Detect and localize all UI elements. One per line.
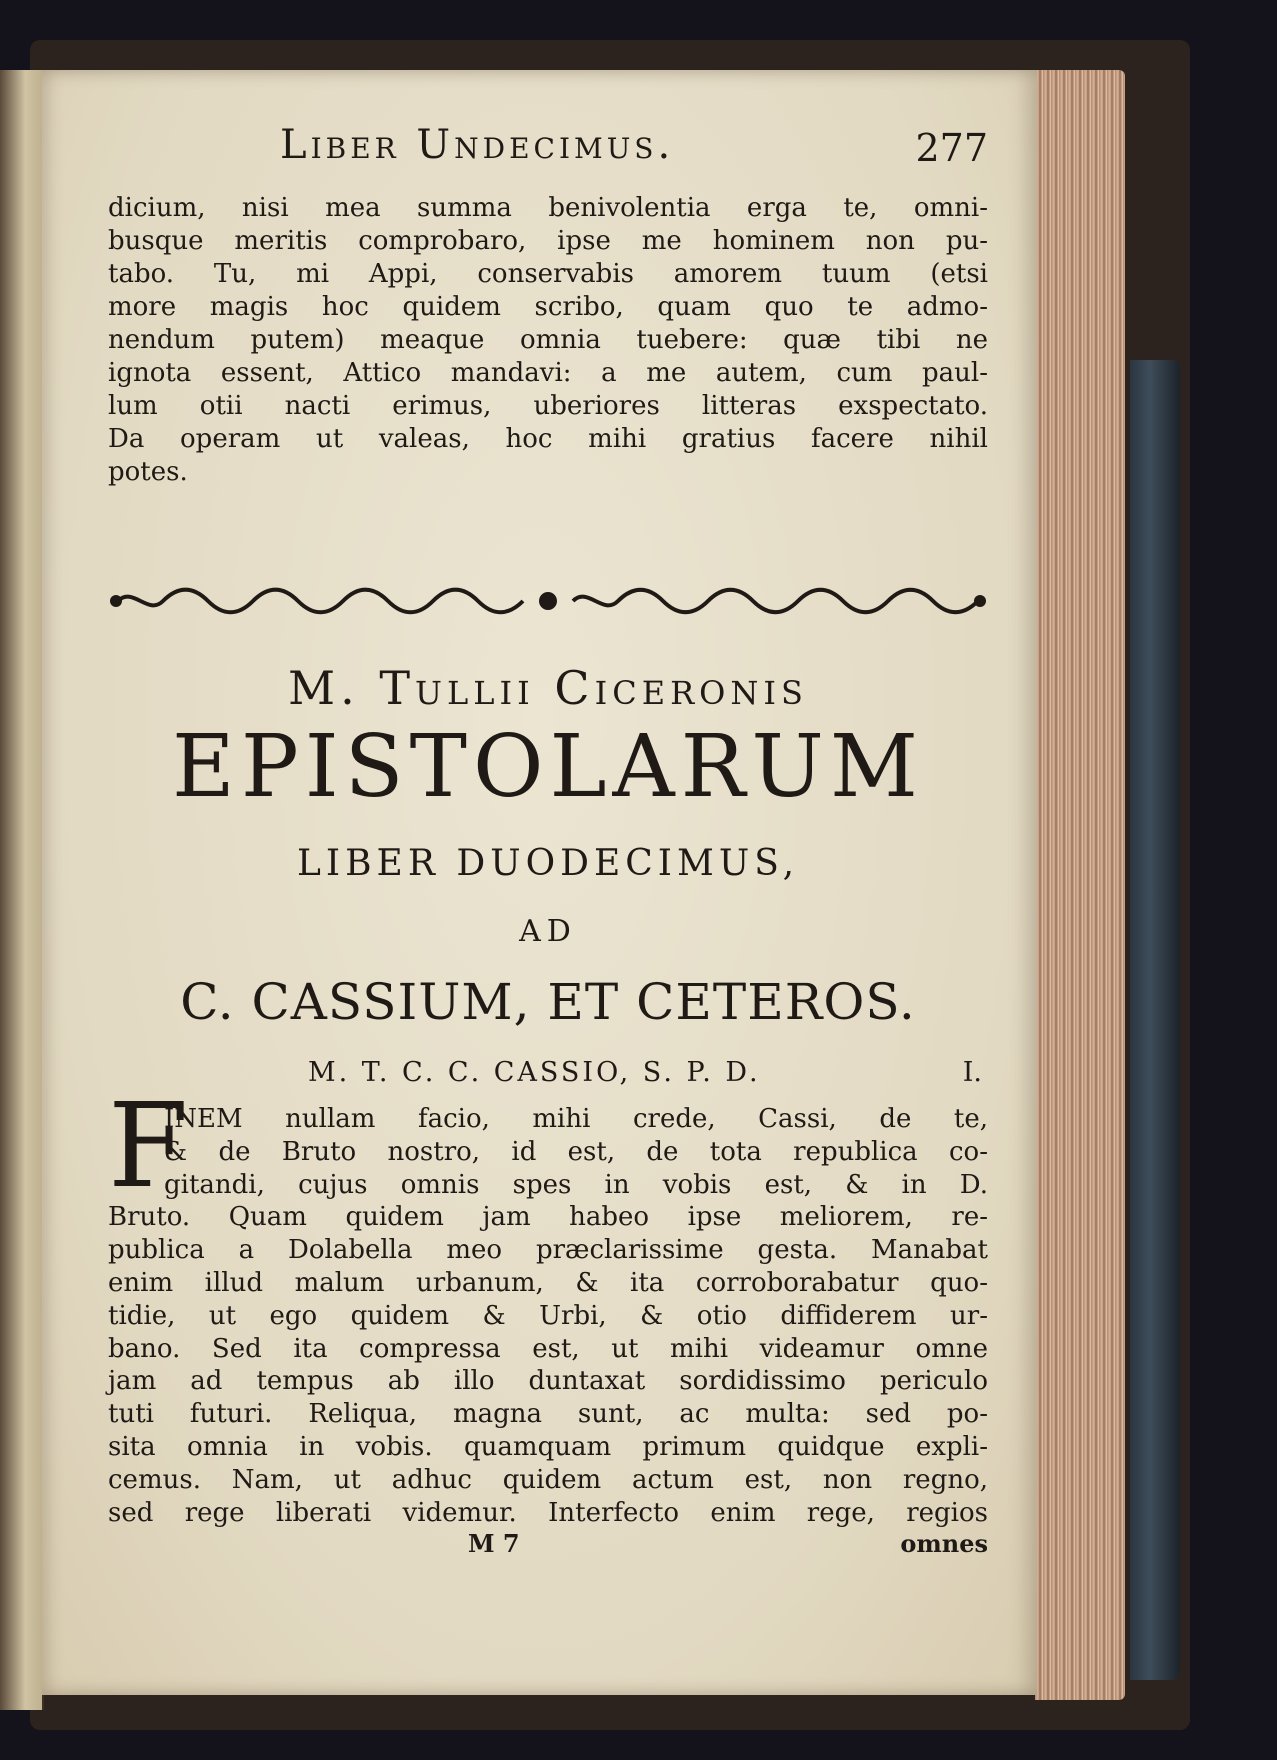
text-line: Bruto. Quam quidem jam habeo ipse meliorem, re- bbox=[108, 1202, 988, 1233]
salutation-text: M. T. C. C. CASSIO, S. P. D. bbox=[308, 1057, 761, 1088]
page-content bbox=[108, 122, 988, 1563]
text-line: sita omnia in vobis. quamquam primum quidque expli- bbox=[108, 1431, 988, 1462]
text-line: jam ad tempus ab illo duntaxat sordidissimo periculo bbox=[108, 1366, 988, 1397]
text-line: lum otii nacti erimus, uberiores litteras exspectato. bbox=[108, 391, 988, 421]
text-line: potes. bbox=[108, 457, 188, 487]
text-line: tabo. Tu, mi Appi, conservabis amorem tuum (etsi bbox=[108, 259, 988, 289]
signature-mark: M 7 bbox=[468, 1529, 520, 1559]
text-line: bano. Sed ita compressa est, ut mihi videamur omne bbox=[108, 1333, 988, 1364]
text-line: cemus. Nam, ut adhuc quidem actum est, non regno, bbox=[108, 1464, 988, 1495]
text-line: Da operam ut valeas, hoc mihi gratius facere nihil bbox=[108, 424, 988, 454]
book-heading: LIBER DUODECIMUS, bbox=[296, 843, 800, 884]
text-line: ignota essent, Attico mandavi: a me autem, cum paul- bbox=[108, 358, 988, 388]
catchword: omnes bbox=[900, 1529, 988, 1559]
text-line: publica a Dolabella meo præclarissime gesta. Manabat bbox=[108, 1235, 988, 1266]
text-line: gitandi, cujus omnis spes in vobis est, & in D. bbox=[164, 1169, 988, 1200]
work-title: EPISTOLARUM bbox=[172, 717, 924, 817]
text-line: dicium, nisi mea summa benivolentia erga te, omni- bbox=[108, 193, 988, 223]
drop-cap: F bbox=[108, 1079, 189, 1214]
closing-paragraph bbox=[108, 192, 988, 489]
text-line: more magis hoc quidem scribo, quam quo te admo- bbox=[108, 292, 988, 322]
book-page bbox=[42, 70, 1037, 1695]
letter-body bbox=[108, 1079, 988, 1529]
text-line: nendum putem) meaque omnia tuebere: quæ tibi ne bbox=[108, 325, 988, 355]
text-line: sed rege liberati videmur. Interfecto enim rege, regios bbox=[108, 1497, 988, 1528]
ad-heading: AD bbox=[519, 914, 577, 949]
running-title: Liber Undecimus. bbox=[280, 122, 675, 168]
recipients-heading: C. CASSIUM, ET CETEROS. bbox=[180, 973, 916, 1031]
page-edges bbox=[1035, 70, 1125, 1700]
text-line: & de Bruto nostro, id est, de tota republica co- bbox=[164, 1136, 988, 1167]
text-line: enim illud malum urbanum, & ita corroborabatur quo- bbox=[108, 1267, 988, 1298]
facing-page-edge bbox=[0, 70, 44, 1710]
text-line: busque meritis comprobaro, ipse me hominem non pu- bbox=[108, 226, 988, 256]
text-line: tuti futuri. Reliqua, magna sunt, ac multa: sed po- bbox=[108, 1399, 988, 1430]
page-number: 277 bbox=[915, 126, 988, 170]
ornament-divider bbox=[108, 581, 988, 621]
book-spine bbox=[1130, 360, 1180, 1680]
author-heading: M. Tullii Ciceronis bbox=[288, 661, 808, 715]
text-line: tidie, ut ego quidem & Urbi, & otio diffiderem ur- bbox=[108, 1300, 988, 1331]
running-head bbox=[108, 122, 988, 182]
letter-number: I. bbox=[962, 1057, 982, 1088]
page-footer bbox=[108, 1529, 988, 1563]
letter-salutation bbox=[108, 1057, 988, 1097]
text-line: INEM nullam facio, mihi crede, Cassi, de te, bbox=[164, 1104, 988, 1134]
